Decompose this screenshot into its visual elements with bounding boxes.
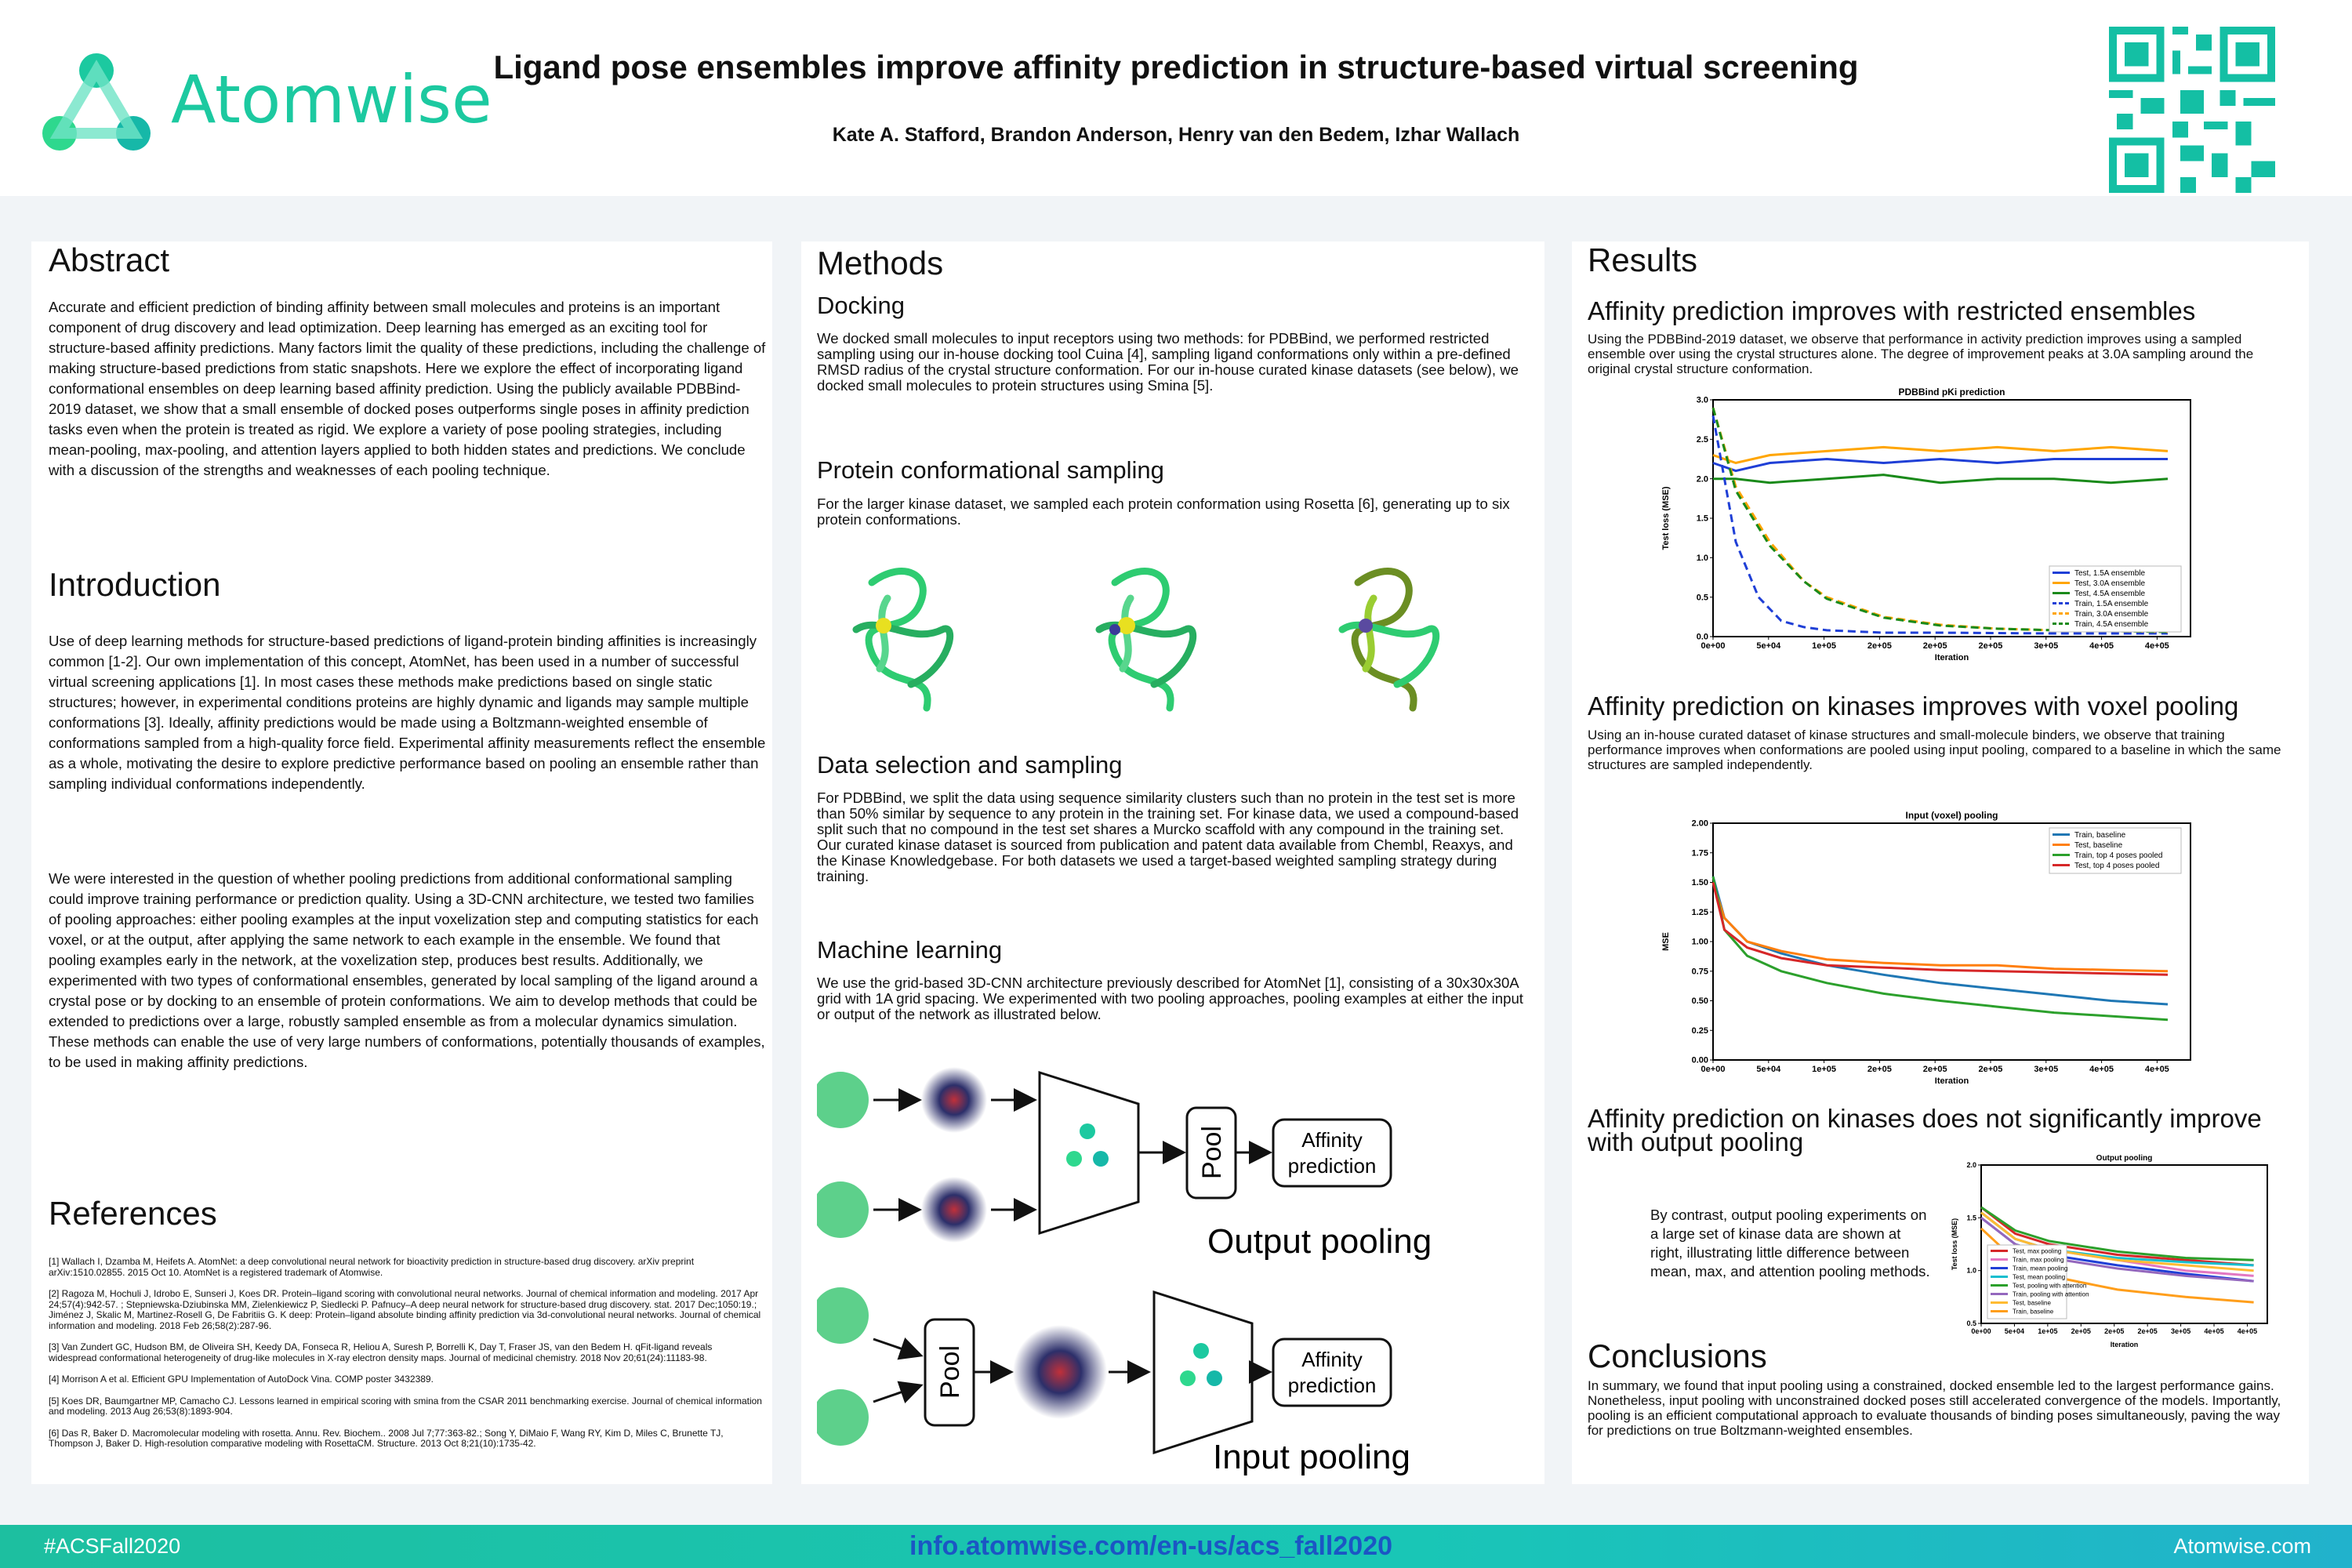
y-tick-label: 1.50	[1691, 878, 1708, 888]
network-icon	[1040, 1073, 1138, 1233]
x-axis-label: Iteration	[1934, 1076, 1969, 1086]
x-tick-label: 4e+05	[2089, 641, 2114, 651]
chart-svg	[1658, 806, 2207, 1088]
footer-hashtag: #ACSFall2020	[44, 1534, 181, 1558]
series-line	[1713, 883, 2168, 975]
authors: Kate A. Stafford, Brandon Anderson, Henry van den Bedem, Izhar Wallach	[832, 124, 1520, 146]
x-tick-label: 5e+04	[1756, 641, 1781, 651]
footer	[0, 1525, 2352, 1568]
pooling-diagram	[817, 1057, 1538, 1480]
introduction-paragraph-1: Use of deep learning methods for structure-based predictions of ligand-protein binding affinities is increasingly common [1-2]. Our own implementation of this concept, AtomNet, has been used in a number of successful virtual screening applications [1]. In most cases these methods make predictions based on single static structures; however, in experimental conditions proteins are highly dynamic and ligands may sample multiple conformations [3]. Ideally, affinity predictions would be made using a Boltzmann-weighted ensemble of conformations sampled from a high-quality force field. Experimental affinity measurements reflect the ensemble as a whole, motivating the desire to explore predictive performance based on pooling an ensemble rather than sampling individual conformations independently.	[49, 633, 766, 792]
results-2-text: Using an in-house curated dataset of kinase structures and small-molecule binders, we observe that training performance improves when conformations are pooled using input pooling, compared to a baseline in which the same structures are sampled independently.	[1588, 728, 2281, 772]
methods-heading: Methods	[817, 245, 944, 281]
x-tick-label: 0e+00	[1971, 1327, 1991, 1335]
introduction-heading: Introduction	[49, 566, 221, 603]
x-tick-label: 1e+05	[1812, 641, 1837, 651]
protein-icon	[817, 1072, 869, 1128]
y-tick-label: 3.0	[1696, 395, 1708, 405]
reference-item: [1] Wallach I, Dzamba M, Heifets A. AtomNet: a deep convolutional neural network for bioactivity prediction in structure-based drug discovery. arXiv preprint arXiv:1510.02855. 2015 Oct 10. AtomNet is a registered trademark of Atomwise.	[49, 1256, 695, 1278]
legend-label: Test, baseline	[2074, 841, 2123, 851]
y-tick-label: 2.0	[1966, 1161, 1976, 1169]
references-list	[49, 1257, 762, 1461]
voxel-grid-icon	[1013, 1325, 1107, 1419]
logo-text: Atomwise	[171, 61, 492, 138]
x-axis-label: Iteration	[2110, 1341, 2139, 1348]
legend-label: Test, max pooling	[2013, 1247, 2062, 1255]
conclusions-heading: Conclusions	[1588, 1338, 1767, 1374]
reference-item: [3] Van Zundert GC, Hudson BM, de Oliveira SH, Keedy DA, Fonseca R, Heliou A, Suresh P, Borrelli K, Day T, Fraser JS, van den Bedem H. qFit-ligand reveals widespread conformational heterogeneity of drug-like molecules in X-ray electron density maps. Journal of medicinal chemistry. 2018 Nov 20;61(24):11183-98.	[49, 1341, 713, 1363]
legend-label: Train, pooling with attention	[2013, 1290, 2089, 1298]
x-tick-label: 0e+00	[1700, 1065, 1726, 1074]
footer-site-link[interactable]: Atomwise.com	[2173, 1534, 2311, 1558]
legend-label: Test, 4.5A ensemble	[2074, 590, 2146, 599]
series-line	[1713, 877, 2168, 1020]
conclusions-text: In summary, we found that input pooling using a constrained, docked ensemble led to the largest performance gains. Nonetheless, input pooling with unconstrained docked poses still accelerated convergence of the models. Importantly, pooling is an efficient computational approach to evaluate thousands of binding poses simultaneously, paving the way for predictions on true Boltzmann-weighted ensembles.	[1588, 1378, 2281, 1438]
middle-column	[801, 241, 1544, 1484]
x-tick-label: 2e+05	[1867, 641, 1892, 651]
reference-item: [4] Morrison A et al. Efficient GPU Implementation of AutoDock Vina. COMP poster 3432389.	[49, 1374, 434, 1385]
header	[0, 0, 2352, 196]
y-tick-label: 0.5	[1696, 593, 1708, 603]
chart-title: Output pooling	[2096, 1154, 2153, 1163]
x-tick-label: 2e+05	[1922, 1065, 1947, 1074]
legend-label: Test, baseline	[2013, 1299, 2051, 1307]
y-tick-label: 1.0	[1696, 554, 1708, 563]
x-tick-label: 2e+05	[2104, 1327, 2125, 1335]
protein-structure-3	[1342, 572, 1436, 708]
legend-label: Train, max pooling	[2013, 1256, 2064, 1264]
voxel-grid-icon	[921, 1067, 987, 1133]
y-tick-label: 0.0	[1696, 632, 1708, 642]
data-selection-heading: Data selection and sampling	[817, 751, 1123, 779]
protein-structure-2	[1099, 572, 1193, 708]
legend-label: Train, 3.0A ensemble	[2074, 610, 2149, 619]
y-tick-label: 2.00	[1691, 818, 1708, 829]
chart-svg	[1658, 383, 2207, 665]
affinity-label: Affinity	[1301, 1348, 1363, 1371]
x-tick-label: 4e+05	[2089, 1065, 2114, 1074]
legend-label: Train, 4.5A ensemble	[2074, 620, 2149, 630]
results-3-heading: Affinity prediction on kinases does not significantly improve with output pooling	[1588, 1104, 2262, 1156]
chart-title: Input (voxel) pooling	[1905, 810, 1998, 821]
x-tick-label: 4e+05	[2237, 1327, 2258, 1335]
x-tick-label: 5e+04	[1756, 1065, 1781, 1074]
data-selection-text: For PDBBind, we split the data using sequence similarity clusters such than no protein in the test set is more than 50% similar by sequence to any protein in the training set. For kinase data, we used a compound-based split such that no compound in the test set shares a Murcko scaffold with any compound in the training set. Our curated kinase dataset is sourced from publication and patent data available from Chembl, Reaxys, and the Kinase Knowledgebase. For both datasets we used a target-based weighted sampling strategy during training.	[817, 789, 1519, 884]
input-pooling-label: Input pooling	[1213, 1438, 1410, 1476]
chart-svg	[1948, 1148, 2278, 1352]
legend-label: Train, baseline	[2074, 831, 2126, 840]
poster-title: Ligand pose ensembles improve affinity prediction in structure-based virtual screening	[493, 49, 1859, 85]
y-tick-label: 0.75	[1691, 967, 1708, 977]
y-tick-label: 0.00	[1691, 1055, 1708, 1065]
legend-label: Train, top 4 poses pooled	[2074, 851, 2163, 861]
protein-structure-1	[856, 572, 950, 708]
network-icon	[1154, 1292, 1252, 1453]
protein-icon	[817, 1287, 869, 1344]
y-tick-label: 1.00	[1691, 937, 1708, 947]
protein-icon	[817, 1181, 869, 1238]
x-tick-label: 2e+05	[2071, 1327, 2091, 1335]
protein-sampling-text: For the larger kinase dataset, we sampled each protein conformation using Rosetta [6], generating up to six protein conformations.	[817, 495, 1510, 528]
references-heading: References	[49, 1195, 217, 1232]
pool-label: Pool	[935, 1345, 965, 1399]
y-tick-label: 1.0	[1966, 1266, 1976, 1275]
abstract-text: Accurate and efficient prediction of binding affinity between small molecules and proteins is an important component of drug discovery and lead optimization. Deep learning has emerged as an exciting tool for structure-based affinity predictions. Many factors limit the quality of these predictions, including the challenge of making structure-based predictions from static snapshots. Here we explore the effect of incorporating ligand conformational ensembles on deep learning based affinity prediction. Using the publicly available PDBBind-2019 dataset, we show that a small ensemble of docked poses outperforms single poses in affinity prediction tasks even when the protein is treated as rigid. We explore a variety of pose pooling strategies, including mean-pooling, max-pooling, and attention layers applied to both hidden states and predictions. We conclude with a discussion of the strengths and weaknesses of each pooling technique.	[49, 299, 766, 478]
x-tick-label: 2e+05	[1922, 641, 1947, 651]
x-tick-label: 5e+04	[2004, 1327, 2025, 1335]
legend-label: Test, 3.0A ensemble	[2074, 579, 2146, 589]
x-tick-label: 3e+05	[2034, 1065, 2059, 1074]
series-line	[1713, 447, 2168, 463]
legend-label: Train, 1.5A ensemble	[2074, 600, 2149, 609]
x-tick-label: 4e+05	[2144, 1065, 2169, 1074]
y-tick-label: 1.5	[1966, 1214, 1976, 1222]
reference-item: [5] Koes DR, Baumgartner MP, Camacho CJ. Lessons learned in empirical scoring with smina from the CSAR 2011 benchmarking exercise. Journal of chemical information and modeling. 2013 Aug 26;53(8):1893-904.	[49, 1395, 762, 1417]
legend-label: Test, top 4 poses pooled	[2074, 862, 2160, 871]
chart-output-pooling	[1948, 1148, 2278, 1352]
x-tick-label: 2e+05	[2137, 1327, 2158, 1335]
y-axis-label: Test loss (MSE)	[1951, 1218, 1958, 1271]
results-1-text: Using the PDBBind-2019 dataset, we observe that performance in activity prediction improves using a sampled ensemble over using the crystal structures alone. The degree of improvement peaks at 3.0A sampling around the original crystal structure conformation.	[1588, 332, 2254, 376]
x-tick-label: 3e+05	[2034, 641, 2059, 651]
results-heading: Results	[1588, 241, 1698, 278]
protein-structures-figure	[825, 551, 1515, 731]
legend-label: Test, pooling with attention	[2013, 1282, 2087, 1290]
introduction-paragraph-2: We were interested in the question of whether pooling predictions from additional conformational sampling could improve training performance or prediction quality. Using a 3D-CNN architecture, we tested two families of pooling approaches: either pooling examples at the input voxelization step and computing statistics for each voxel, or at the output, after applying the same network to each example in the ensemble. We found that pooling examples early in the network, at the voxelization step, produces best results. Additionally, we experimented with two types of conformational ensembles, generated by local sampling of the ligand around a crystal pose or by docking to an ensemble of protein conformations. We aim to develop methods that could be extended to predictions over a large, robustly sampled ensemble as from a molecular dynamics simulation. These methods can enable the use of very large numbers of conformations, potentially thousands of examples, to be used in making affinity predictions.	[49, 870, 765, 1070]
input-pooling-diagram	[817, 1287, 1410, 1476]
voxel-grid-icon	[921, 1177, 987, 1243]
footer-url-link[interactable]: info.atomwise.com/en-us/acs_fall2020	[909, 1531, 1393, 1561]
protein-icon	[817, 1389, 869, 1446]
y-tick-label: 0.5	[1966, 1319, 1976, 1327]
x-tick-label: 0e+00	[1700, 641, 1726, 651]
x-axis-label: Iteration	[1934, 653, 1969, 662]
output-pooling-label: Output pooling	[1207, 1222, 1432, 1261]
chart-title: PDBBind pKi prediction	[1898, 387, 2005, 397]
y-tick-label: 1.25	[1691, 907, 1708, 917]
legend-label: Train, mean pooling	[2013, 1265, 2068, 1272]
x-tick-label: 1e+05	[1812, 1065, 1837, 1074]
y-tick-label: 0.50	[1691, 996, 1708, 1007]
affinity-label: Affinity	[1301, 1128, 1363, 1152]
y-tick-label: 1.75	[1691, 848, 1708, 858]
reference-item: [6] Das R, Baker D. Macromolecular modeling with rosetta. Annu. Rev. Biochem.. 2008 Jul 7;77:363-82.; Song Y, DiMaio F, Wang RY, Kim D, Miles C, Brunette TJ, Thompson J, Baker D. High-resolution comparative modeling with RosettaCM. Structure. 2013 Oct 8;21(10):1735-42.	[49, 1427, 724, 1449]
y-axis-label: MSE	[1661, 932, 1671, 951]
results-2-heading: Affinity prediction on kinases improves with voxel pooling	[1588, 691, 2239, 720]
prediction-label: prediction	[1287, 1154, 1377, 1178]
results-3-text: By contrast, output pooling experiments on a large set of kinase data are shown at right, illustrating little difference between mean, max, and attention pooling methods.	[1650, 1207, 1930, 1279]
x-tick-label: 3e+05	[2170, 1327, 2191, 1335]
atomwise-logo-icon	[38, 47, 155, 157]
x-tick-label: 2e+05	[1867, 1065, 1892, 1074]
series-line	[1713, 475, 2168, 483]
legend-label: Test, 1.5A ensemble	[2074, 569, 2146, 579]
x-tick-label: 4e+05	[2204, 1327, 2224, 1335]
reference-item: [2] Ragoza M, Hochuli J, Idrobo E, Sunseri J, Koes DR. Protein–ligand scoring with convolutional neural networks. Journal of chemical information and modeling. 2017 Apr 24;57(4):942-57. ; Stepniewska-Dziubinska MM, Zielenkiewicz P, Siedlecki P. Pafnucy–A deep neural network for structure-based drug discovery. stat. 2017 Dec;1050:19.; Jiménez J, Skalic M, Martinez-Rosell G, De Fabritiis G. K deep: Protein–ligand absolute binding affinity prediction via 3d-convolutional neural networks. Journal of chemical information and modeling. 2018 Feb 26;58(2):287-96.	[49, 1288, 761, 1331]
y-axis-label: Test loss (MSE)	[1661, 486, 1671, 550]
y-tick-label: 2.0	[1696, 474, 1708, 485]
docking-heading: Docking	[817, 292, 905, 319]
pool-label: Pool	[1197, 1125, 1227, 1180]
docking-text: We docked small molecules to input receptors using two methods: for PDBBind, we performed restricted sampling using our in-house docking tool Cuina [4], sampling ligand conformations only within a pre-defined RMSD radius of the crystal structure conformation. For our in-house curated kinase datasets (see below), we docked small molecules to protein structures using Smina [5].	[817, 330, 1519, 394]
y-tick-label: 0.25	[1691, 1025, 1708, 1036]
chart-pdbbind	[1658, 383, 2207, 665]
machine-learning-heading: Machine learning	[817, 936, 1003, 964]
x-tick-label: 4e+05	[2144, 641, 2169, 651]
machine-learning-text: We use the grid-based 3D-CNN architecture previously described for AtomNet [1], consisting of a 30x30x30A grid with 1A grid spacing. We experimented with two pooling approaches, pooling examples at either the input or output of the network as illustrated below.	[817, 975, 1523, 1022]
series-line	[1713, 459, 2168, 471]
left-column	[31, 241, 772, 1484]
y-tick-label: 2.5	[1696, 435, 1708, 445]
right-column	[1572, 241, 2309, 1484]
legend-label: Train, baseline	[2013, 1308, 2054, 1316]
results-1-heading: Affinity prediction improves with restricted ensembles	[1588, 296, 2196, 325]
prediction-label: prediction	[1287, 1374, 1377, 1397]
protein-sampling-heading: Protein conformational sampling	[817, 456, 1164, 484]
y-tick-label: 1.5	[1696, 514, 1708, 524]
qr-code-icon[interactable]	[2109, 27, 2275, 193]
series-line	[1713, 877, 2168, 1004]
x-tick-label: 2e+05	[1978, 641, 2003, 651]
x-tick-label: 1e+05	[2038, 1327, 2058, 1335]
chart-input-pooling	[1658, 806, 2207, 1088]
abstract-heading: Abstract	[49, 241, 170, 278]
legend-label: Test, mean pooling	[2013, 1273, 2066, 1281]
x-tick-label: 2e+05	[1978, 1065, 2003, 1074]
output-pooling-diagram	[817, 1067, 1432, 1261]
